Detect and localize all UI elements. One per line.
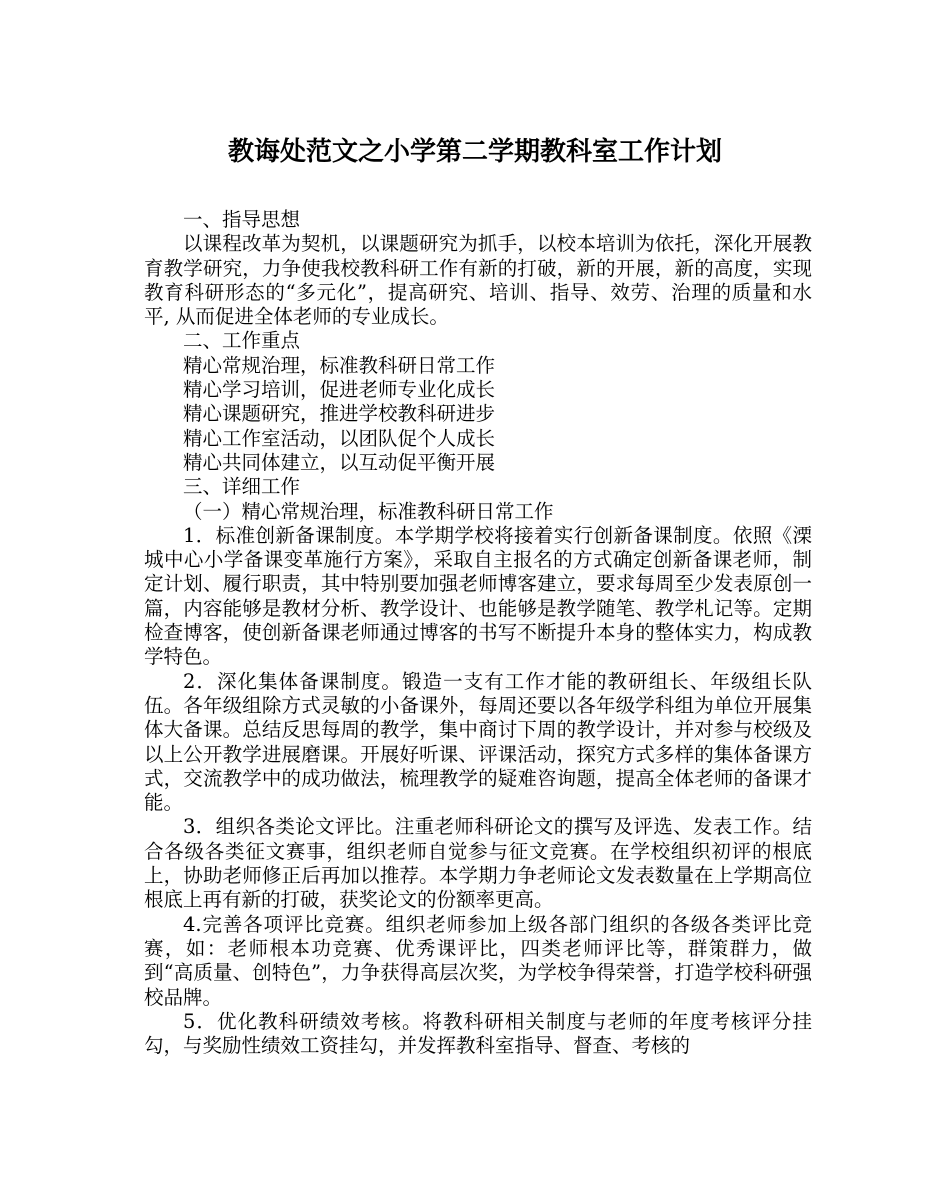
paragraph-item-5: 5．优化教科研绩效考核。将教科研相关制度与老师的年度考核评分挂勾，与奖励性绩效工资挂勾，并发挥教科室指导、督查、考核的 (144, 1009, 812, 1058)
section-heading-guiding-ideology: 一、指导思想 (183, 208, 301, 231)
focus-item: 精心课题研究，推进学校教科研进步 (183, 402, 496, 426)
focus-item: 精心常规治理，标准教科研日常工作 (183, 353, 496, 377)
document-title: 教诲处范文之小学第二学期教科室工作计划 (227, 137, 722, 167)
paragraph-item-2: 2．深化集体备课制度。锻造一支有工作才能的教研组长、年级组长队伍。各年级组除方式灵敏的小备课外，每周还要以各年级学科组为单位开展集体大备课。总结反思每周的教学，集中商讨下周的教学设计，并对参与校级及以上公开教学进展磨课。开展好听课、评课活动，探究方式多样的集体备课方式，交流教学中的成功做法，梳理教学的疑难咨询题，提高全体老师的备课才能。 (144, 669, 812, 815)
section-heading-work-focus: 二、工作重点 (183, 329, 301, 353)
focus-item: 精心共同体建立，以互动促平衡开展 (183, 450, 496, 474)
document-body (144, 208, 812, 1058)
paragraph-guiding-ideology: 以课程改革为契机，以课题研究为抓手，以校本培训为依托，深化开展教育教学研究，力争使我校教科研工作有新的打破，新的开展，新的高度，实现教育科研形态的“多元化”，提高研究、培训、指导、效劳、治理的质量和水平, 从而促进全体老师的专业成长。 (144, 232, 812, 329)
paragraph-item-3: 3．组织各类论文评比。注重老师科研论文的撰写及评选、发表工作。结合各级各类征文赛事，组织老师自觉参与征文竞赛。在学校组织初评的根底上，协助老师修正后再加以推荐。本学期力争老师论文发表数量在上学期高位根底上再有新的打破，获奖论文的份额率更高。 (144, 815, 812, 912)
subsection-heading: （一）精心常规治理，标准教科研日常工作 (183, 499, 554, 523)
paragraph-item-1: 1．标准创新备课制度。本学期学校将接着实行创新备课制度。依照《溧城中心小学备课变革施行方案》，采取自主报名的方式确定创新备课老师，制定计划、履行职责，其中特别要加强老师博客建立，要求每周至少发表原创一篇，内容能够是教材分析、教学设计、也能够是教学随笔、教学札记等。定期检查博客，使创新备课老师通过博客的书写不断提升本身的整体实力，构成教学特色。 (144, 523, 812, 669)
focus-item: 精心学习培训，促进老师专业化成长 (183, 378, 496, 402)
paragraph-item-4: 4.完善各项评比竞赛。组织老师参加上级各部门组织的各级各类评比竞赛，如：老师根本功竞赛、优秀课评比，四类老师评比等，群策群力，做到“高质量、创特色”，力争获得高层次奖，为学校争得荣誉，打造学校科研强校品牌。 (144, 912, 812, 1009)
focus-item: 精心工作室活动，以团队促个人成长 (183, 426, 496, 450)
section-heading-detailed-work: 三、详细工作 (183, 475, 301, 499)
